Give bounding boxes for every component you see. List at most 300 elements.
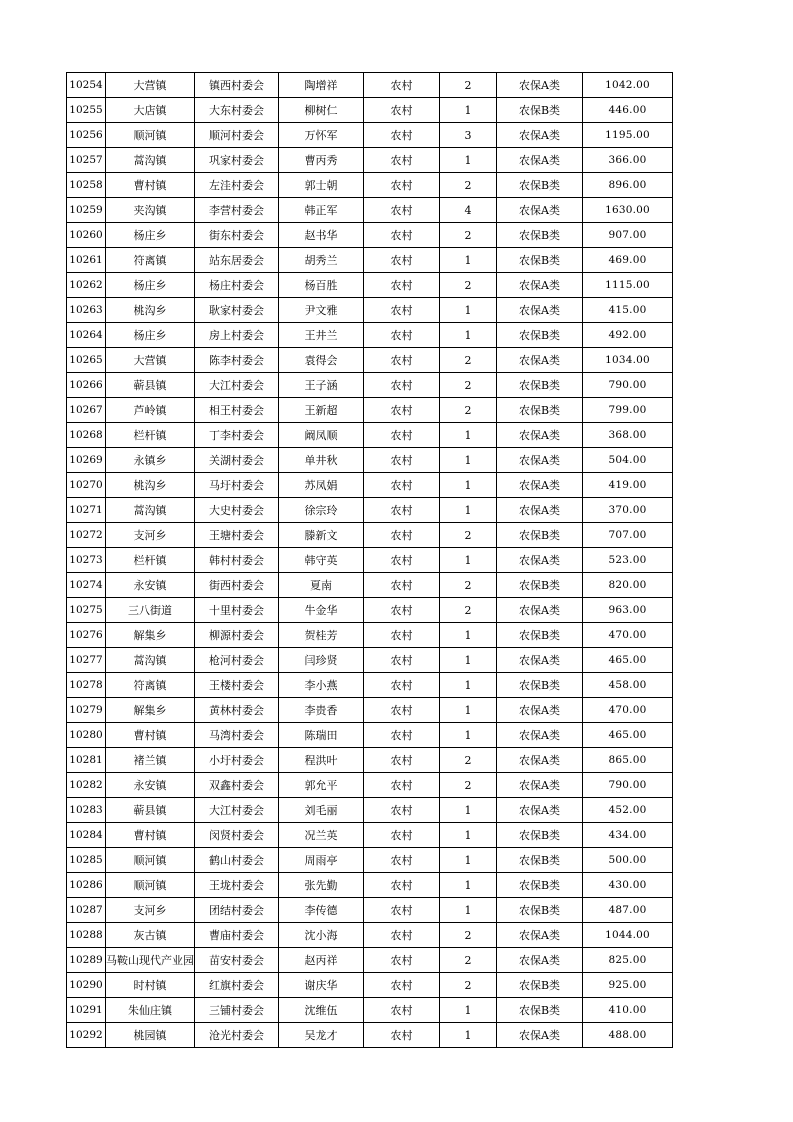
name-cell: 郭允平 bbox=[279, 773, 364, 798]
amount-cell: 465.00 bbox=[583, 723, 673, 748]
record-id-cell: 10259 bbox=[67, 198, 106, 223]
name-cell: 王子涵 bbox=[279, 373, 364, 398]
name-cell: 夏南 bbox=[279, 573, 364, 598]
amount-cell: 410.00 bbox=[583, 998, 673, 1023]
record-id-cell: 10283 bbox=[67, 798, 106, 823]
town-cell: 杨庄乡 bbox=[106, 323, 195, 348]
name-cell: 韩守英 bbox=[279, 548, 364, 573]
household-type-cell: 农村 bbox=[364, 748, 440, 773]
village-cell: 鹤山村委会 bbox=[195, 848, 279, 873]
record-id-cell: 10272 bbox=[67, 523, 106, 548]
table-row bbox=[67, 348, 673, 373]
table-row bbox=[67, 623, 673, 648]
household-type-cell: 农村 bbox=[364, 273, 440, 298]
village-cell: 大东村委会 bbox=[195, 98, 279, 123]
table-row bbox=[67, 198, 673, 223]
town-cell: 芦岭镇 bbox=[106, 398, 195, 423]
town-cell: 栏杆镇 bbox=[106, 548, 195, 573]
category-cell: 农保B类 bbox=[497, 898, 583, 923]
record-id-cell: 10291 bbox=[67, 998, 106, 1023]
table-row bbox=[67, 248, 673, 273]
village-cell: 左洼村委会 bbox=[195, 173, 279, 198]
household-type-cell: 农村 bbox=[364, 673, 440, 698]
village-cell: 王垅村委会 bbox=[195, 873, 279, 898]
record-id-cell: 10274 bbox=[67, 573, 106, 598]
table-body bbox=[67, 73, 673, 1048]
name-cell: 王新超 bbox=[279, 398, 364, 423]
table-row bbox=[67, 73, 673, 98]
table-row bbox=[67, 698, 673, 723]
table-row bbox=[67, 948, 673, 973]
name-cell: 程洪叶 bbox=[279, 748, 364, 773]
member-count-cell: 2 bbox=[440, 73, 497, 98]
name-cell: 闫珍贤 bbox=[279, 648, 364, 673]
village-cell: 大江村委会 bbox=[195, 798, 279, 823]
record-id-cell: 10264 bbox=[67, 323, 106, 348]
category-cell: 农保A类 bbox=[497, 648, 583, 673]
record-id-cell: 10284 bbox=[67, 823, 106, 848]
member-count-cell: 2 bbox=[440, 523, 497, 548]
town-cell: 符离镇 bbox=[106, 248, 195, 273]
town-cell: 杨庄乡 bbox=[106, 273, 195, 298]
household-type-cell: 农村 bbox=[364, 898, 440, 923]
member-count-cell: 1 bbox=[440, 873, 497, 898]
household-type-cell: 农村 bbox=[364, 148, 440, 173]
household-type-cell: 农村 bbox=[364, 573, 440, 598]
household-type-cell: 农村 bbox=[364, 373, 440, 398]
name-cell: 韩正军 bbox=[279, 198, 364, 223]
name-cell: 王井兰 bbox=[279, 323, 364, 348]
amount-cell: 446.00 bbox=[583, 98, 673, 123]
village-cell: 耿家村委会 bbox=[195, 298, 279, 323]
town-cell: 支河乡 bbox=[106, 523, 195, 548]
table-row bbox=[67, 648, 673, 673]
household-type-cell: 农村 bbox=[364, 848, 440, 873]
amount-cell: 1034.00 bbox=[583, 348, 673, 373]
table-row bbox=[67, 773, 673, 798]
table-row bbox=[67, 523, 673, 548]
category-cell: 农保A类 bbox=[497, 923, 583, 948]
amount-cell: 458.00 bbox=[583, 673, 673, 698]
household-type-cell: 农村 bbox=[364, 823, 440, 848]
amount-cell: 523.00 bbox=[583, 548, 673, 573]
amount-cell: 1042.00 bbox=[583, 73, 673, 98]
record-id-cell: 10280 bbox=[67, 723, 106, 748]
category-cell: 农保B类 bbox=[497, 623, 583, 648]
household-type-cell: 农村 bbox=[364, 298, 440, 323]
name-cell: 万怀军 bbox=[279, 123, 364, 148]
table-row bbox=[67, 798, 673, 823]
name-cell: 赵书华 bbox=[279, 223, 364, 248]
record-id-cell: 10265 bbox=[67, 348, 106, 373]
amount-cell: 465.00 bbox=[583, 648, 673, 673]
table-row bbox=[67, 373, 673, 398]
record-id-cell: 10267 bbox=[67, 398, 106, 423]
record-id-cell: 10292 bbox=[67, 1023, 106, 1048]
name-cell: 曹丙秀 bbox=[279, 148, 364, 173]
town-cell: 支河乡 bbox=[106, 898, 195, 923]
amount-cell: 799.00 bbox=[583, 398, 673, 423]
table-row bbox=[67, 848, 673, 873]
town-cell: 曹村镇 bbox=[106, 723, 195, 748]
village-cell: 小圩村委会 bbox=[195, 748, 279, 773]
amount-cell: 907.00 bbox=[583, 223, 673, 248]
table-row bbox=[67, 473, 673, 498]
village-cell: 王楼村委会 bbox=[195, 673, 279, 698]
category-cell: 农保B类 bbox=[497, 998, 583, 1023]
household-type-cell: 农村 bbox=[364, 98, 440, 123]
amount-cell: 430.00 bbox=[583, 873, 673, 898]
name-cell: 赵丙祥 bbox=[279, 948, 364, 973]
member-count-cell: 1 bbox=[440, 723, 497, 748]
member-count-cell: 1 bbox=[440, 548, 497, 573]
amount-cell: 1195.00 bbox=[583, 123, 673, 148]
category-cell: 农保B类 bbox=[497, 398, 583, 423]
member-count-cell: 3 bbox=[440, 123, 497, 148]
table-row bbox=[67, 673, 673, 698]
member-count-cell: 1 bbox=[440, 673, 497, 698]
village-cell: 关湖村委会 bbox=[195, 448, 279, 473]
record-id-cell: 10281 bbox=[67, 748, 106, 773]
subsidy-table bbox=[66, 72, 673, 1048]
table-row bbox=[67, 548, 673, 573]
village-cell: 团结村委会 bbox=[195, 898, 279, 923]
member-count-cell: 2 bbox=[440, 573, 497, 598]
member-count-cell: 1 bbox=[440, 798, 497, 823]
name-cell: 滕新文 bbox=[279, 523, 364, 548]
table-row bbox=[67, 723, 673, 748]
record-id-cell: 10276 bbox=[67, 623, 106, 648]
record-id-cell: 10273 bbox=[67, 548, 106, 573]
household-type-cell: 农村 bbox=[364, 973, 440, 998]
village-cell: 三铺村委会 bbox=[195, 998, 279, 1023]
member-count-cell: 1 bbox=[440, 698, 497, 723]
household-type-cell: 农村 bbox=[364, 698, 440, 723]
category-cell: 农保B类 bbox=[497, 873, 583, 898]
village-cell: 马圩村委会 bbox=[195, 473, 279, 498]
household-type-cell: 农村 bbox=[364, 948, 440, 973]
category-cell: 农保A类 bbox=[497, 298, 583, 323]
name-cell: 袁得会 bbox=[279, 348, 364, 373]
record-id-cell: 10275 bbox=[67, 598, 106, 623]
member-count-cell: 1 bbox=[440, 423, 497, 448]
member-count-cell: 2 bbox=[440, 348, 497, 373]
record-id-cell: 10282 bbox=[67, 773, 106, 798]
record-id-cell: 10254 bbox=[67, 73, 106, 98]
village-cell: 大史村委会 bbox=[195, 498, 279, 523]
town-cell: 马鞍山现代产业园 bbox=[106, 948, 195, 973]
amount-cell: 419.00 bbox=[583, 473, 673, 498]
town-cell: 永安镇 bbox=[106, 573, 195, 598]
household-type-cell: 农村 bbox=[364, 348, 440, 373]
category-cell: 农保A类 bbox=[497, 273, 583, 298]
record-id-cell: 10268 bbox=[67, 423, 106, 448]
town-cell: 杨庄乡 bbox=[106, 223, 195, 248]
name-cell: 贺桂芳 bbox=[279, 623, 364, 648]
name-cell: 李传德 bbox=[279, 898, 364, 923]
name-cell: 张先勤 bbox=[279, 873, 364, 898]
amount-cell: 452.00 bbox=[583, 798, 673, 823]
town-cell: 栏杆镇 bbox=[106, 423, 195, 448]
record-id-cell: 10285 bbox=[67, 848, 106, 873]
category-cell: 农保B类 bbox=[497, 673, 583, 698]
member-count-cell: 1 bbox=[440, 248, 497, 273]
town-cell: 曹村镇 bbox=[106, 823, 195, 848]
table-row bbox=[67, 823, 673, 848]
town-cell: 蒿沟镇 bbox=[106, 648, 195, 673]
table-row bbox=[67, 998, 673, 1023]
name-cell: 单井秋 bbox=[279, 448, 364, 473]
town-cell: 蕲县镇 bbox=[106, 373, 195, 398]
category-cell: 农保A类 bbox=[497, 423, 583, 448]
category-cell: 农保B类 bbox=[497, 248, 583, 273]
village-cell: 巩家村委会 bbox=[195, 148, 279, 173]
amount-cell: 1630.00 bbox=[583, 198, 673, 223]
name-cell: 沈维伍 bbox=[279, 998, 364, 1023]
member-count-cell: 2 bbox=[440, 373, 497, 398]
category-cell: 农保A类 bbox=[497, 498, 583, 523]
household-type-cell: 农村 bbox=[364, 398, 440, 423]
member-count-cell: 2 bbox=[440, 598, 497, 623]
village-cell: 王塘村委会 bbox=[195, 523, 279, 548]
member-count-cell: 1 bbox=[440, 1023, 497, 1048]
name-cell: 胡秀兰 bbox=[279, 248, 364, 273]
category-cell: 农保A类 bbox=[497, 198, 583, 223]
record-id-cell: 10289 bbox=[67, 948, 106, 973]
village-cell: 马湾村委会 bbox=[195, 723, 279, 748]
member-count-cell: 4 bbox=[440, 198, 497, 223]
table-row bbox=[67, 223, 673, 248]
name-cell: 李小燕 bbox=[279, 673, 364, 698]
table-row bbox=[67, 123, 673, 148]
member-count-cell: 1 bbox=[440, 473, 497, 498]
name-cell: 周雨亭 bbox=[279, 848, 364, 873]
record-id-cell: 10256 bbox=[67, 123, 106, 148]
member-count-cell: 1 bbox=[440, 448, 497, 473]
household-type-cell: 农村 bbox=[364, 648, 440, 673]
category-cell: 农保A类 bbox=[497, 148, 583, 173]
member-count-cell: 1 bbox=[440, 323, 497, 348]
town-cell: 褚兰镇 bbox=[106, 748, 195, 773]
table-row bbox=[67, 398, 673, 423]
name-cell: 况兰英 bbox=[279, 823, 364, 848]
amount-cell: 707.00 bbox=[583, 523, 673, 548]
village-cell: 双鑫村委会 bbox=[195, 773, 279, 798]
village-cell: 镇西村委会 bbox=[195, 73, 279, 98]
member-count-cell: 1 bbox=[440, 148, 497, 173]
village-cell: 大江村委会 bbox=[195, 373, 279, 398]
town-cell: 灰古镇 bbox=[106, 923, 195, 948]
record-id-cell: 10257 bbox=[67, 148, 106, 173]
record-id-cell: 10266 bbox=[67, 373, 106, 398]
category-cell: 农保B类 bbox=[497, 973, 583, 998]
town-cell: 蕲县镇 bbox=[106, 798, 195, 823]
town-cell: 顺河镇 bbox=[106, 873, 195, 898]
amount-cell: 492.00 bbox=[583, 323, 673, 348]
table-row bbox=[67, 973, 673, 998]
town-cell: 蒿沟镇 bbox=[106, 148, 195, 173]
record-id-cell: 10286 bbox=[67, 873, 106, 898]
amount-cell: 487.00 bbox=[583, 898, 673, 923]
amount-cell: 488.00 bbox=[583, 1023, 673, 1048]
category-cell: 农保A类 bbox=[497, 348, 583, 373]
amount-cell: 790.00 bbox=[583, 373, 673, 398]
amount-cell: 469.00 bbox=[583, 248, 673, 273]
town-cell: 解集乡 bbox=[106, 623, 195, 648]
category-cell: 农保A类 bbox=[497, 473, 583, 498]
town-cell: 大营镇 bbox=[106, 73, 195, 98]
name-cell: 刘毛丽 bbox=[279, 798, 364, 823]
record-id-cell: 10258 bbox=[67, 173, 106, 198]
record-id-cell: 10287 bbox=[67, 898, 106, 923]
amount-cell: 370.00 bbox=[583, 498, 673, 523]
village-cell: 房上村委会 bbox=[195, 323, 279, 348]
town-cell: 曹村镇 bbox=[106, 173, 195, 198]
category-cell: 农保B类 bbox=[497, 823, 583, 848]
table-row bbox=[67, 598, 673, 623]
category-cell: 农保B类 bbox=[497, 848, 583, 873]
town-cell: 蒿沟镇 bbox=[106, 498, 195, 523]
member-count-cell: 2 bbox=[440, 973, 497, 998]
amount-cell: 825.00 bbox=[583, 948, 673, 973]
household-type-cell: 农村 bbox=[364, 523, 440, 548]
town-cell: 顺河镇 bbox=[106, 123, 195, 148]
household-type-cell: 农村 bbox=[364, 723, 440, 748]
village-cell: 闵贤村委会 bbox=[195, 823, 279, 848]
town-cell: 朱仙庄镇 bbox=[106, 998, 195, 1023]
member-count-cell: 2 bbox=[440, 948, 497, 973]
record-id-cell: 10255 bbox=[67, 98, 106, 123]
household-type-cell: 农村 bbox=[364, 223, 440, 248]
town-cell: 时村镇 bbox=[106, 973, 195, 998]
member-count-cell: 1 bbox=[440, 98, 497, 123]
table-row bbox=[67, 498, 673, 523]
amount-cell: 415.00 bbox=[583, 298, 673, 323]
name-cell: 郭士朝 bbox=[279, 173, 364, 198]
village-cell: 红旗村委会 bbox=[195, 973, 279, 998]
amount-cell: 1115.00 bbox=[583, 273, 673, 298]
household-type-cell: 农村 bbox=[364, 598, 440, 623]
amount-cell: 368.00 bbox=[583, 423, 673, 448]
table-row bbox=[67, 898, 673, 923]
member-count-cell: 2 bbox=[440, 923, 497, 948]
village-cell: 黄林村委会 bbox=[195, 698, 279, 723]
category-cell: 农保B类 bbox=[497, 323, 583, 348]
category-cell: 农保A类 bbox=[497, 123, 583, 148]
household-type-cell: 农村 bbox=[364, 123, 440, 148]
category-cell: 农保B类 bbox=[497, 573, 583, 598]
record-id-cell: 10277 bbox=[67, 648, 106, 673]
town-cell: 大营镇 bbox=[106, 348, 195, 373]
member-count-cell: 1 bbox=[440, 848, 497, 873]
record-id-cell: 10261 bbox=[67, 248, 106, 273]
household-type-cell: 农村 bbox=[364, 1023, 440, 1048]
household-type-cell: 农村 bbox=[364, 498, 440, 523]
household-type-cell: 农村 bbox=[364, 548, 440, 573]
record-id-cell: 10269 bbox=[67, 448, 106, 473]
household-type-cell: 农村 bbox=[364, 198, 440, 223]
village-cell: 曹庙村委会 bbox=[195, 923, 279, 948]
name-cell: 杨百胜 bbox=[279, 273, 364, 298]
name-cell: 阚凤顺 bbox=[279, 423, 364, 448]
record-id-cell: 10288 bbox=[67, 923, 106, 948]
category-cell: 农保A类 bbox=[497, 598, 583, 623]
table-row bbox=[67, 298, 673, 323]
member-count-cell: 1 bbox=[440, 298, 497, 323]
table-row bbox=[67, 148, 673, 173]
table-row bbox=[67, 1023, 673, 1048]
name-cell: 柳树仁 bbox=[279, 98, 364, 123]
name-cell: 谢庆华 bbox=[279, 973, 364, 998]
member-count-cell: 1 bbox=[440, 623, 497, 648]
village-cell: 苗安村委会 bbox=[195, 948, 279, 973]
household-type-cell: 农村 bbox=[364, 798, 440, 823]
amount-cell: 504.00 bbox=[583, 448, 673, 473]
village-cell: 李营村委会 bbox=[195, 198, 279, 223]
name-cell: 陈瑞田 bbox=[279, 723, 364, 748]
name-cell: 陶增祥 bbox=[279, 73, 364, 98]
household-type-cell: 农村 bbox=[364, 998, 440, 1023]
amount-cell: 896.00 bbox=[583, 173, 673, 198]
category-cell: 农保A类 bbox=[497, 448, 583, 473]
category-cell: 农保B类 bbox=[497, 373, 583, 398]
household-type-cell: 农村 bbox=[364, 73, 440, 98]
town-cell: 桃园镇 bbox=[106, 1023, 195, 1048]
amount-cell: 925.00 bbox=[583, 973, 673, 998]
category-cell: 农保A类 bbox=[497, 548, 583, 573]
category-cell: 农保A类 bbox=[497, 73, 583, 98]
name-cell: 李贵香 bbox=[279, 698, 364, 723]
record-id-cell: 10262 bbox=[67, 273, 106, 298]
town-cell: 桃沟乡 bbox=[106, 473, 195, 498]
category-cell: 农保A类 bbox=[497, 698, 583, 723]
category-cell: 农保A类 bbox=[497, 773, 583, 798]
record-id-cell: 10271 bbox=[67, 498, 106, 523]
village-cell: 韩村村委会 bbox=[195, 548, 279, 573]
table-row bbox=[67, 873, 673, 898]
category-cell: 农保A类 bbox=[497, 948, 583, 973]
category-cell: 农保A类 bbox=[497, 748, 583, 773]
village-cell: 相王村委会 bbox=[195, 398, 279, 423]
category-cell: 农保B类 bbox=[497, 223, 583, 248]
village-cell: 街西村委会 bbox=[195, 573, 279, 598]
village-cell: 站东居委会 bbox=[195, 248, 279, 273]
name-cell: 吴龙才 bbox=[279, 1023, 364, 1048]
town-cell: 符离镇 bbox=[106, 673, 195, 698]
village-cell: 顺河村委会 bbox=[195, 123, 279, 148]
household-type-cell: 农村 bbox=[364, 423, 440, 448]
name-cell: 沈小海 bbox=[279, 923, 364, 948]
village-cell: 十里村委会 bbox=[195, 598, 279, 623]
category-cell: 农保B类 bbox=[497, 523, 583, 548]
member-count-cell: 2 bbox=[440, 173, 497, 198]
village-cell: 丁李村委会 bbox=[195, 423, 279, 448]
amount-cell: 500.00 bbox=[583, 848, 673, 873]
village-cell: 街东村委会 bbox=[195, 223, 279, 248]
town-cell: 三八街道 bbox=[106, 598, 195, 623]
member-count-cell: 1 bbox=[440, 648, 497, 673]
household-type-cell: 农村 bbox=[364, 173, 440, 198]
amount-cell: 470.00 bbox=[583, 698, 673, 723]
name-cell: 尹文雅 bbox=[279, 298, 364, 323]
table-row bbox=[67, 98, 673, 123]
record-id-cell: 10260 bbox=[67, 223, 106, 248]
table-row bbox=[67, 323, 673, 348]
amount-cell: 1044.00 bbox=[583, 923, 673, 948]
household-type-cell: 农村 bbox=[364, 923, 440, 948]
table-row bbox=[67, 423, 673, 448]
member-count-cell: 2 bbox=[440, 773, 497, 798]
